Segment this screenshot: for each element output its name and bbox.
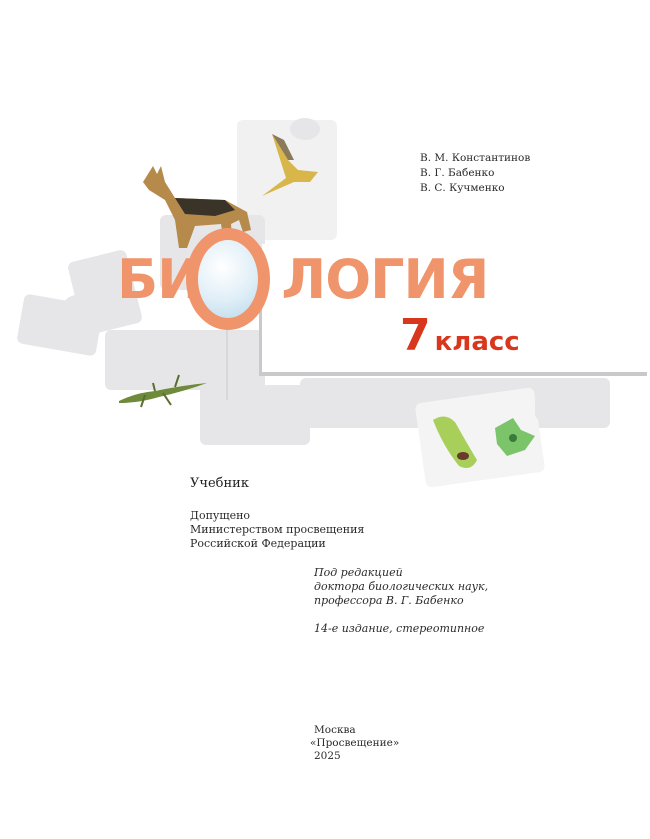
approval-block bbox=[190, 509, 364, 551]
author: В. С. Кучменко bbox=[420, 182, 505, 194]
title-part-2: ЛОГИЯ bbox=[281, 248, 489, 311]
editor-line: доктора биологических наук, bbox=[314, 580, 489, 593]
protozoa-illustration bbox=[425, 410, 545, 475]
publisher-name: «Просвещение» bbox=[310, 737, 400, 749]
grade-label bbox=[400, 310, 520, 361]
grade-word: класс bbox=[434, 327, 520, 357]
editor-line: Под редакцией bbox=[314, 566, 403, 579]
editor-block bbox=[314, 566, 488, 608]
author: В. М. Константинов bbox=[420, 152, 531, 164]
authors-list bbox=[420, 151, 530, 196]
title-part-1: БИ bbox=[117, 248, 202, 311]
publisher-block bbox=[310, 724, 399, 763]
bird-illustration bbox=[258, 130, 328, 200]
lizard-illustration bbox=[115, 365, 210, 410]
magnifier-handle bbox=[226, 330, 228, 400]
author: В. Г. Бабенко bbox=[420, 167, 495, 179]
editor-line: профессора В. Г. Бабенко bbox=[314, 594, 464, 607]
grade-number: 7 bbox=[400, 310, 431, 361]
approval-line: Министерством просвещения bbox=[190, 523, 365, 536]
approval-line: Допущено bbox=[190, 509, 251, 522]
edition-info: 14-е издание, стереотипное bbox=[314, 622, 485, 635]
publication-year: 2025 bbox=[314, 750, 341, 762]
book-type: Учебник bbox=[190, 476, 249, 491]
publisher-city: Москва bbox=[314, 724, 356, 736]
approval-line: Российской Федерации bbox=[190, 537, 326, 550]
book-title bbox=[117, 248, 488, 311]
